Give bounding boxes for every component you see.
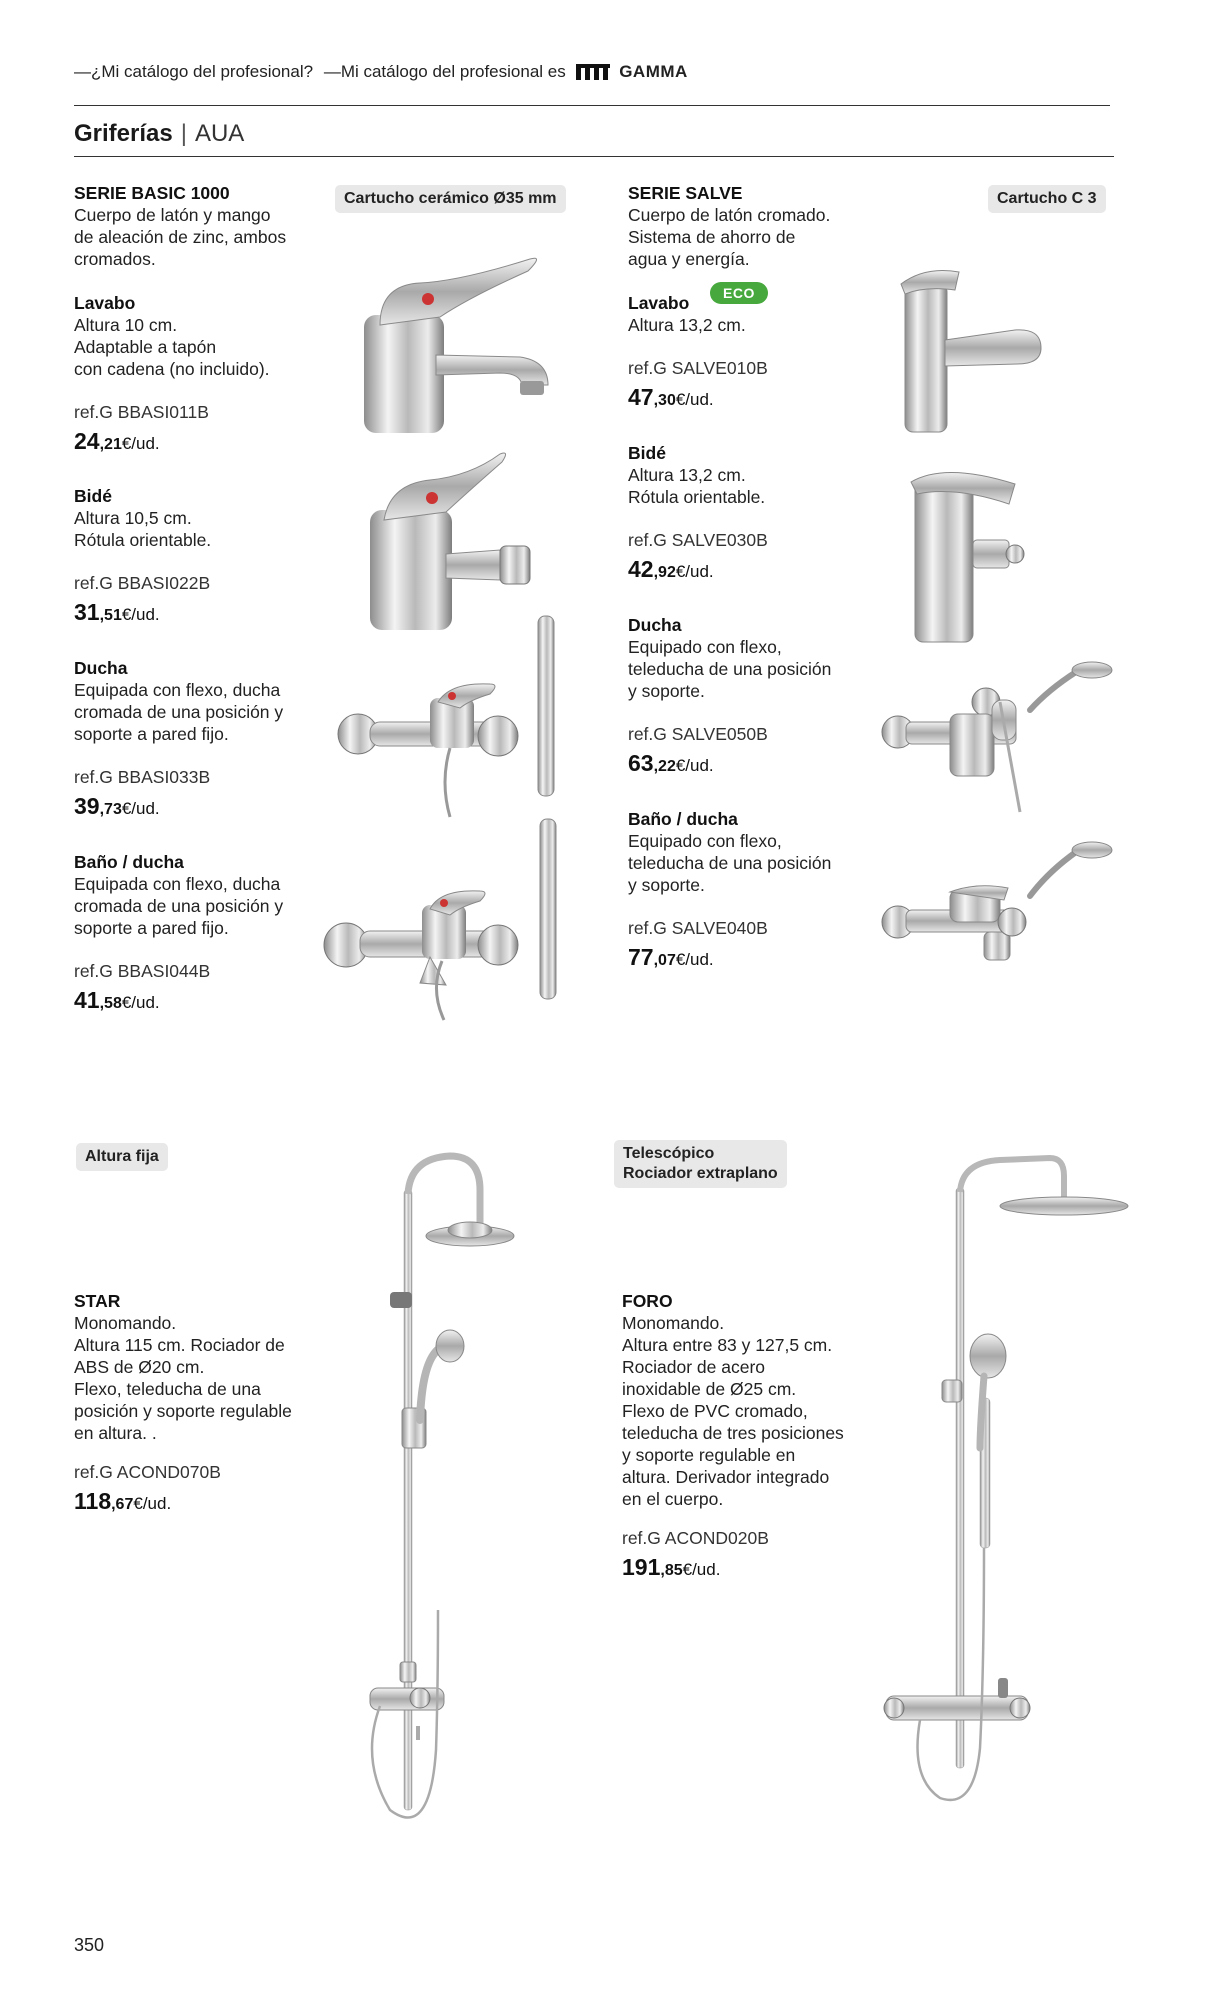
price-integer: 24 (74, 428, 100, 454)
price-integer: 77 (628, 944, 654, 970)
section-title-sub: AUA (194, 120, 245, 147)
product-ref: ref.G SALVE050B (628, 724, 768, 744)
product-ref: ref.G ACOND070B (74, 1462, 221, 1482)
series-name: SERIE BASIC 1000 (74, 183, 230, 203)
price-decimals: ,07 (653, 952, 676, 969)
price-decimals: ,30 (653, 392, 676, 409)
price-unit: €/ud. (121, 434, 160, 453)
price-unit: €/ud. (682, 1560, 721, 1579)
product-name: Bidé (74, 486, 112, 506)
product-price (628, 384, 714, 411)
price-unit: €/ud. (121, 993, 160, 1012)
star-shower-column-image (360, 1150, 530, 1850)
cartridge-tag: Cartucho C 3 (988, 185, 1106, 213)
feature-tag-line2: Rociador extraplano (623, 1165, 778, 1182)
product-ref: ref.G BBASI033B (74, 767, 211, 787)
product-name: Bidé (628, 443, 666, 463)
height-tag: Altura fija (76, 1143, 168, 1171)
price-unit: €/ud. (675, 562, 714, 581)
series-description: Cuerpo de latón cromado. Sistema de ahorro de agua y energía. (628, 205, 831, 269)
product-description: Equipada con flexo, ducha cromada de una posición y soporte a pared fijo. (74, 680, 284, 744)
product-item (74, 851, 334, 939)
price-unit: €/ud. (675, 390, 714, 409)
product-name: STAR (74, 1291, 121, 1311)
page-number: 350 (74, 1935, 105, 1955)
product-item (74, 657, 334, 745)
price-integer: 39 (74, 793, 100, 819)
price-integer: 118 (74, 1488, 112, 1514)
price-unit: €/ud. (675, 756, 714, 775)
product-price (74, 793, 160, 820)
product-price (74, 987, 160, 1014)
brand-name: GAMMA (619, 62, 688, 81)
product-ref: ref.G BBASI011B (74, 402, 209, 422)
header-divider (74, 105, 1110, 106)
product-item (628, 808, 878, 896)
product-name: Baño / ducha (628, 809, 738, 829)
product-description: Altura 13,2 cm. Rótula orientable. (628, 465, 766, 507)
header-answer: —Mi catálogo del profesional es (323, 62, 566, 81)
price-decimals: ,58 (99, 995, 122, 1012)
feature-tag-line1: Telescópico (623, 1145, 715, 1162)
product-ref: ref.G BBASI044B (74, 961, 211, 981)
price-unit: €/ud. (121, 605, 160, 624)
price-unit: €/ud. (121, 799, 160, 818)
product-name: Lavabo (74, 293, 136, 313)
salve-bath-shower-mixer-image (880, 842, 1125, 972)
product-description: Monomando. Altura entre 83 y 127,5 cm. Rociador de acero inoxidable de Ø25 cm. Flexo de PVC cromado, teleducha de tres posiciones y soporte regulable en altura. Derivador integrado en el cuerpo. (622, 1313, 844, 1509)
product-price (74, 428, 160, 455)
product-description: Altura 13,2 cm. (628, 315, 746, 335)
header-question: —¿Mi catálogo del profesional? (74, 62, 314, 81)
product-description: Altura 10 cm. Adaptable a tapón con cadena (no incluido). (74, 315, 270, 379)
salve-series-intro (628, 182, 878, 270)
series-name: SERIE SALVE (628, 183, 743, 203)
product-price (628, 750, 714, 777)
cartridge-tag: Cartucho cerámico Ø35 mm (335, 185, 566, 213)
price-integer: 41 (74, 987, 100, 1013)
price-unit: €/ud. (675, 950, 714, 969)
price-integer: 42 (628, 556, 654, 582)
product-ref: ref.G SALVE010B (628, 358, 768, 378)
section-title (74, 120, 244, 148)
foro-shower-column-image (880, 1148, 1130, 1808)
price-unit: €/ud. (133, 1494, 172, 1513)
catalog-header (74, 62, 688, 82)
product-ref: ref.G SALVE040B (628, 918, 768, 938)
price-decimals: ,22 (653, 758, 676, 775)
product-description: Equipado con flexo, teleducha de una posición y soporte. (628, 831, 832, 895)
product-description: Equipado con flexo, teleducha de una posición y soporte. (628, 637, 832, 701)
product-price (628, 556, 714, 583)
price-integer: 191 (622, 1554, 661, 1580)
salve-shower-mixer-image (880, 662, 1125, 822)
price-decimals: ,73 (99, 801, 122, 818)
product-ref: ref.G ACOND020B (622, 1528, 769, 1548)
product-description: Monomando. Altura 115 cm. Rociador de ABS de Ø20 cm. Flexo, teleducha de una posición y soporte regulable en altura. . (74, 1313, 292, 1443)
product-price (74, 599, 160, 626)
price-decimals: ,67 (111, 1496, 134, 1513)
product-item (74, 292, 334, 380)
bath-shower-mixer-image (320, 815, 580, 1020)
basin-mixer-image (350, 245, 570, 445)
price-integer: 47 (628, 384, 654, 410)
product-name: FORO (622, 1291, 673, 1311)
price-integer: 31 (74, 599, 100, 625)
price-integer: 63 (628, 750, 654, 776)
price-decimals: ,85 (660, 1562, 683, 1579)
product-price (622, 1554, 720, 1581)
price-decimals: ,51 (99, 607, 122, 624)
title-separator: | (180, 120, 187, 147)
price-decimals: ,92 (653, 564, 676, 581)
product-name: Ducha (628, 615, 682, 635)
gamma-logo-icon (576, 64, 610, 80)
product-item (74, 485, 334, 551)
product-price (74, 1488, 171, 1515)
section-title-main: Griferías (74, 120, 173, 147)
eco-badge: ECO (710, 282, 768, 304)
product-description: Altura 10,5 cm. Rótula orientable. (74, 508, 212, 550)
shower-mixer-image (330, 612, 580, 817)
product-name: Ducha (74, 658, 128, 678)
product-ref: ref.G BBASI022B (74, 573, 211, 593)
salve-bidet-mixer-image (905, 462, 1035, 642)
product-item (628, 614, 878, 702)
star-product (74, 1290, 334, 1444)
basic-series-intro (74, 182, 334, 270)
foro-product (622, 1290, 882, 1510)
section-divider (74, 156, 1114, 157)
product-item (628, 442, 878, 508)
product-name: Baño / ducha (74, 852, 184, 872)
price-decimals: ,21 (99, 436, 122, 453)
series-description: Cuerpo de latón y mango de aleación de zinc, ambos cromados. (74, 205, 287, 269)
feature-tag (614, 1140, 787, 1188)
product-price (628, 944, 714, 971)
salve-basin-mixer-image (895, 262, 1050, 432)
product-name: Lavabo (628, 293, 690, 313)
product-ref: ref.G SALVE030B (628, 530, 768, 550)
product-description: Equipada con flexo, ducha cromada de una posición y soporte a pared fijo. (74, 874, 284, 938)
